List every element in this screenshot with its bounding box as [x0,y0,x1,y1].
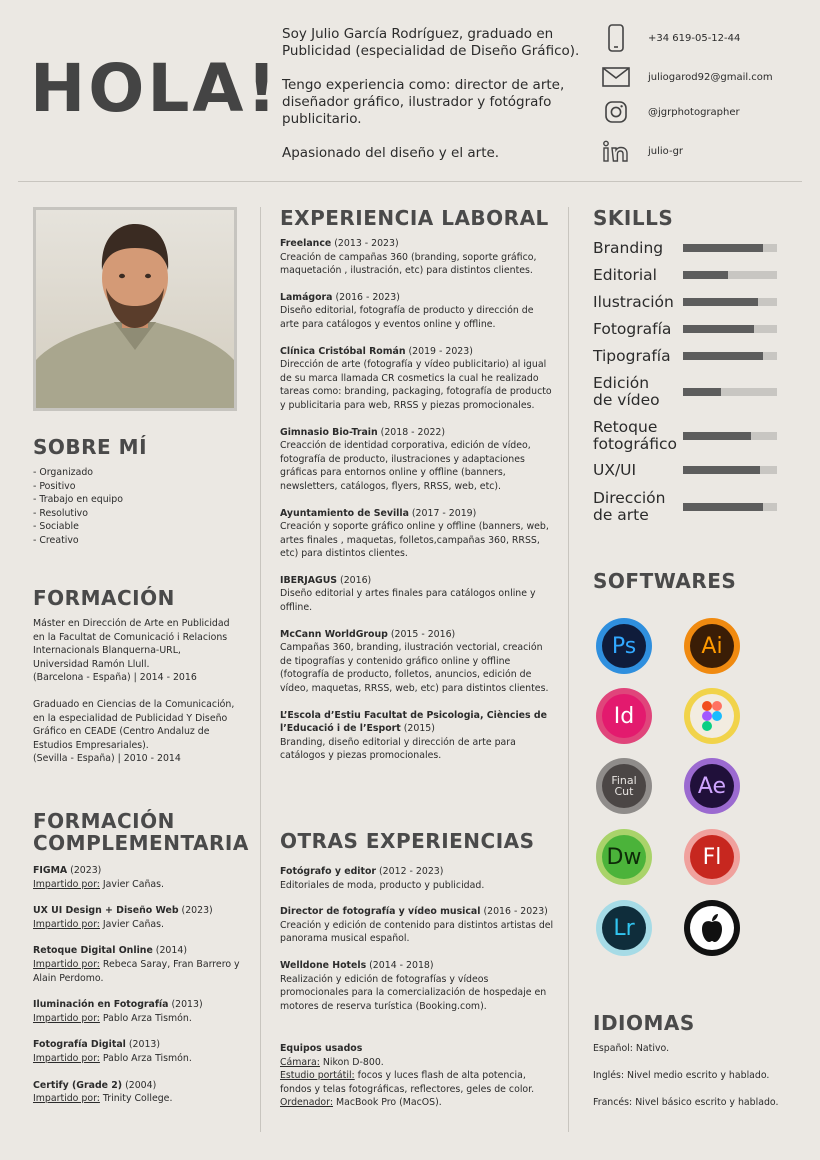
education-text: Máster en Dirección de Arte en Publicidad en la Facultat de Comunicació i Relacions Internacionals Blanquerna-URL, Universidad Ramón Llull. [33,618,230,670]
job-period: (2018 - 2022) [377,426,446,438]
course-entry [33,944,243,985]
apple-icon [684,900,740,956]
education-list [33,617,238,779]
other-description: Realización y edición de fotografías y vídeos promocionales para la comercialización de hospedaje en motores de reserva turística (Booking.com). [280,973,547,1012]
languages-list [593,1042,793,1110]
about-title: SOBRE MÍ [33,435,148,459]
skill-row [593,489,783,525]
other-role: Welldone Hotels [280,959,367,971]
about-item: - Positivo [33,480,76,492]
dreamweaver-icon: Dw [596,829,652,885]
equipment-label: Ordenador: [280,1097,334,1109]
skill-name: Editorial [593,265,657,284]
skill-row [593,347,783,365]
photoshop-icon: Ps [596,618,652,674]
job-entry [280,574,555,615]
other-entry [280,865,555,892]
course-year: (2023) [178,905,213,917]
skill-bar-fill [683,352,763,360]
skill-name: Dirección de arte [593,489,666,524]
course-entry [33,1079,243,1106]
taught-label: Impartido por: [33,878,100,890]
linkedin-icon [600,140,632,162]
other-period: (2014 - 2018) [366,959,434,971]
language-item: Inglés: Nivel medio escrito y hablado. [593,1070,770,1082]
skill-row [593,418,783,454]
intro-line: Tengo experiencia como: director de arte, diseñador gráfico, ilustrador y fotógrafo publicitario. [282,77,565,127]
job-period: (2019 - 2023) [405,345,473,357]
course-name: FIGMA [33,865,68,876]
job-description: Campañas 360, branding, ilustración vectorial, creación de tipografías y contenido gráfico online y offline (fotografía de producto, folletos, anuncios, edición de vídeo, maquetas, RRSS, web, etc) para distintos clientes. [280,642,549,695]
course-year: (2023) [67,865,102,876]
skill-bar [683,432,777,440]
experience-list [280,237,555,776]
skill-bar [683,325,777,333]
job-entry [280,345,555,413]
skill-name: Edición de vídeo [593,374,660,409]
education-entry [33,698,238,766]
course-entry [33,1038,243,1065]
after-effects-icon: Ae [684,758,740,814]
course-entry [33,904,243,931]
skill-name: Retoque fotográfico [593,418,677,453]
equipment-value: focos y luces flash de alta potencia, fondos y telas fotográficas, reflectores, geles de color. [280,1070,535,1095]
skill-name: Branding [593,238,664,257]
skill-bar [683,271,777,279]
intro-line: Apasionado del diseño y el arte. [282,145,500,161]
skill-row [593,461,783,479]
skill-name: Fotografía [593,319,672,338]
course-entry [33,998,243,1025]
complementary-title [33,810,249,854]
job-company: Clínica Cristóbal Román [280,345,406,357]
indesign-icon: Id [596,688,652,744]
skill-bar-fill [683,503,763,511]
contact-linkedin[interactable] [600,136,800,166]
skill-row [593,320,783,338]
other-period: (2016 - 2023) [480,906,548,918]
language-item: Español: Nativo. [593,1043,670,1054]
course-teacher: Pablo Arza Tismón. [99,1052,192,1064]
job-company: IBERJAGUS [280,574,338,586]
skill-row [593,266,783,284]
skill-bar-fill [683,466,760,474]
skill-name: UX/UI [593,460,637,479]
other-experience-list [280,865,555,1026]
contact-email[interactable] [600,62,800,92]
education-text: Graduado en Ciencias de la Comunicación, en la especialidad de Publicidad Y Diseño Gráfico en CEADE (Centro Andaluz de Estudios Empresariales). [33,698,235,751]
course-teacher: Javier Cañas. [99,878,165,890]
column-divider-right [568,207,569,1132]
final-cut-icon: Final Cut [596,758,652,814]
contact-text: juliogarod92@gmail.com [648,71,773,83]
contact-instagram[interactable] [600,97,800,127]
job-entry [280,709,555,763]
course-year: (2013) [125,1039,161,1051]
skills-title: SKILLS [593,206,674,230]
equipment-value: MacBook Pro (MacOS). [333,1097,442,1109]
job-description: Diseño editorial, fotografía de producto y dirección de arte para catálogos y eventos online y offline. [280,305,534,330]
skill-bar [683,352,777,360]
job-description: Dirección de arte (fotografía y vídeo publicitario) al igual de su marca llamada CR cosmetics la cual he realizado tareas como: branding, packaging, fotografía de producto y publicitaria para web, RRSS y piezas promocionales. [280,359,552,411]
education-title: FORMACIÓN [33,586,175,610]
course-year: (2013) [168,999,203,1011]
course-teacher: Javier Cañas. [99,918,165,930]
job-entry [280,291,555,332]
header-divider [18,181,802,182]
job-description: Branding, diseño editorial y dirección de arte para catálogos y piezas promocionales. [280,736,516,762]
course-teacher: Pablo Arza Tismón. [99,1012,192,1024]
skill-name: Ilustración [593,292,674,311]
equipment-label: Estudio portátil: [280,1070,355,1082]
job-period: (2016) [337,574,372,586]
skill-bar-fill [683,432,751,440]
job-description: Creación de campañas 360 (branding, soporte gráfico, maquetación , ilustración, etc) para distintos clientes. [280,251,537,277]
skill-name: Tipografía [593,346,671,365]
softwares-title: SOFTWARES [593,569,737,593]
lightroom-icon: Lr [596,900,652,956]
course-teacher: Rebeca Saray, Fran Barrero y Alain Perdomo. [33,958,240,984]
other-period: (2012 - 2023) [376,866,444,877]
contact-phone[interactable] [600,23,800,53]
skill-row [593,374,783,410]
illustrator-icon: Ai [684,618,740,674]
other-description: Editoriales de moda, producto y publicidad. [280,879,485,891]
education-place: (Sevilla - España) | 2010 - 2014 [33,753,181,765]
intro-line: Soy Julio García Rodríguez, graduado en Publicidad (especialidad de Diseño Gráfico). [282,26,580,59]
languages-title: IDIOMAS [593,1011,695,1035]
equipment-title: Equipos usados [280,1043,363,1054]
skill-row [593,239,783,257]
column-divider-left [260,207,261,1132]
course-name: UX UI Design + Diseño Web [33,905,179,917]
equipment-value: Nikon D-800. [319,1056,384,1068]
other-role: Fotógrafo y editor [280,866,377,877]
job-company: Gimnasio Bio-Train [280,426,378,438]
contact-text: julio-gr [648,145,684,157]
hola-heading: HOLA! [30,50,280,127]
equipment-block [280,1042,555,1110]
course-name: Fotografía Digital [33,1039,126,1051]
figma-icon [684,688,740,744]
intro-text [282,26,582,179]
job-period: (2015 - 2016) [387,628,456,640]
phone-icon [600,24,632,52]
skill-bar-fill [683,244,763,252]
skill-bar-fill [683,298,758,306]
complementary-list [33,864,243,1106]
skill-bar-fill [683,388,721,396]
job-description: Creación y soporte gráfico online y offline (banners, web, artes finales , maquetas, folletos,campañas 360, RRSS, etc) para distintos clientes. [280,521,549,560]
job-period: (2017 - 2019) [408,507,477,519]
skill-bar-fill [683,325,754,333]
about-list [33,466,243,548]
about-item: - Trabajo en equipo [33,494,123,506]
other-entry [280,959,555,1013]
contact-text: @jgrphotographer [648,106,740,118]
skill-bar [683,298,777,306]
flash-icon: Fl [684,829,740,885]
equipment-label: Cámara: [280,1056,320,1068]
job-description: Creacción de identidad corporativa, edición de vídeo, fotografía de producto, ilustraciones y adaptaciones gráficas para entornos online y offline (banners, newsletters, catálogos, flyers, RRSS, web, etc). [280,440,531,492]
job-period: (2015) [400,723,435,735]
taught-label: Impartido por: [33,1093,100,1105]
about-item: - Organizado [33,467,94,478]
course-year: (2014) [152,945,187,957]
taught-label: Impartido por: [33,958,100,970]
skill-bar [683,244,777,252]
about-item: - Sociable [33,521,79,533]
course-year: (2004) [122,1079,157,1091]
course-entry [33,864,243,891]
taught-label: Impartido por: [33,1052,100,1064]
other-role: Director de fotografía y vídeo musical [280,906,481,918]
job-company: McCann WorldGroup [280,628,388,640]
taught-label: Impartido por: [33,1012,100,1024]
complementary-title-line: COMPLEMENTARIA [33,831,249,855]
job-description: Diseño editorial y artes finales para catálogos online y offline. [280,588,536,614]
skill-row [593,293,783,311]
job-period: (2013 - 2023) [331,238,399,249]
job-company: Freelance [280,238,332,249]
complementary-title-line: FORMACIÓN [33,809,175,833]
skill-bar [683,388,777,396]
skill-bar [683,466,777,474]
about-item: - Creativo [33,534,79,546]
job-entry [280,237,555,278]
skill-bar-fill [683,271,728,279]
job-entry [280,426,555,494]
other-description: Creación y edición de contenido para distintos artistas del panorama musical español. [280,919,554,945]
taught-label: Impartido por: [33,918,100,930]
mail-icon [600,67,632,87]
job-entry [280,628,555,696]
contact-text: +34 619-05-12-44 [648,32,741,44]
course-name: Retoque Digital Online [33,945,153,957]
about-item: - Resolutivo [33,507,88,519]
education-entry [33,617,238,685]
other-entry [280,905,555,946]
job-entry [280,507,555,561]
language-item: Francés: Nivel básico escrito y hablado. [593,1097,779,1109]
course-teacher: Trinity College. [99,1093,173,1105]
experience-title: EXPERIENCIA LABORAL [280,206,549,230]
job-period: (2016 - 2023) [332,291,400,303]
instagram-icon [600,101,632,123]
course-name: Certify (Grade 2) [33,1079,123,1091]
job-company: L’Escola d’Estiu Facultat de Psicologia, Ciències de l’Educació i de l’Esport [280,709,547,735]
profile-photo [33,207,237,411]
education-place: (Barcelona - España) | 2014 - 2016 [33,672,197,684]
other-experience-title: OTRAS EXPERIENCIAS [280,829,535,853]
course-name: Iluminación en Fotografía [33,999,169,1011]
job-company: Lamágora [280,291,333,303]
job-company: Ayuntamiento de Sevilla [280,507,409,519]
skill-bar [683,503,777,511]
